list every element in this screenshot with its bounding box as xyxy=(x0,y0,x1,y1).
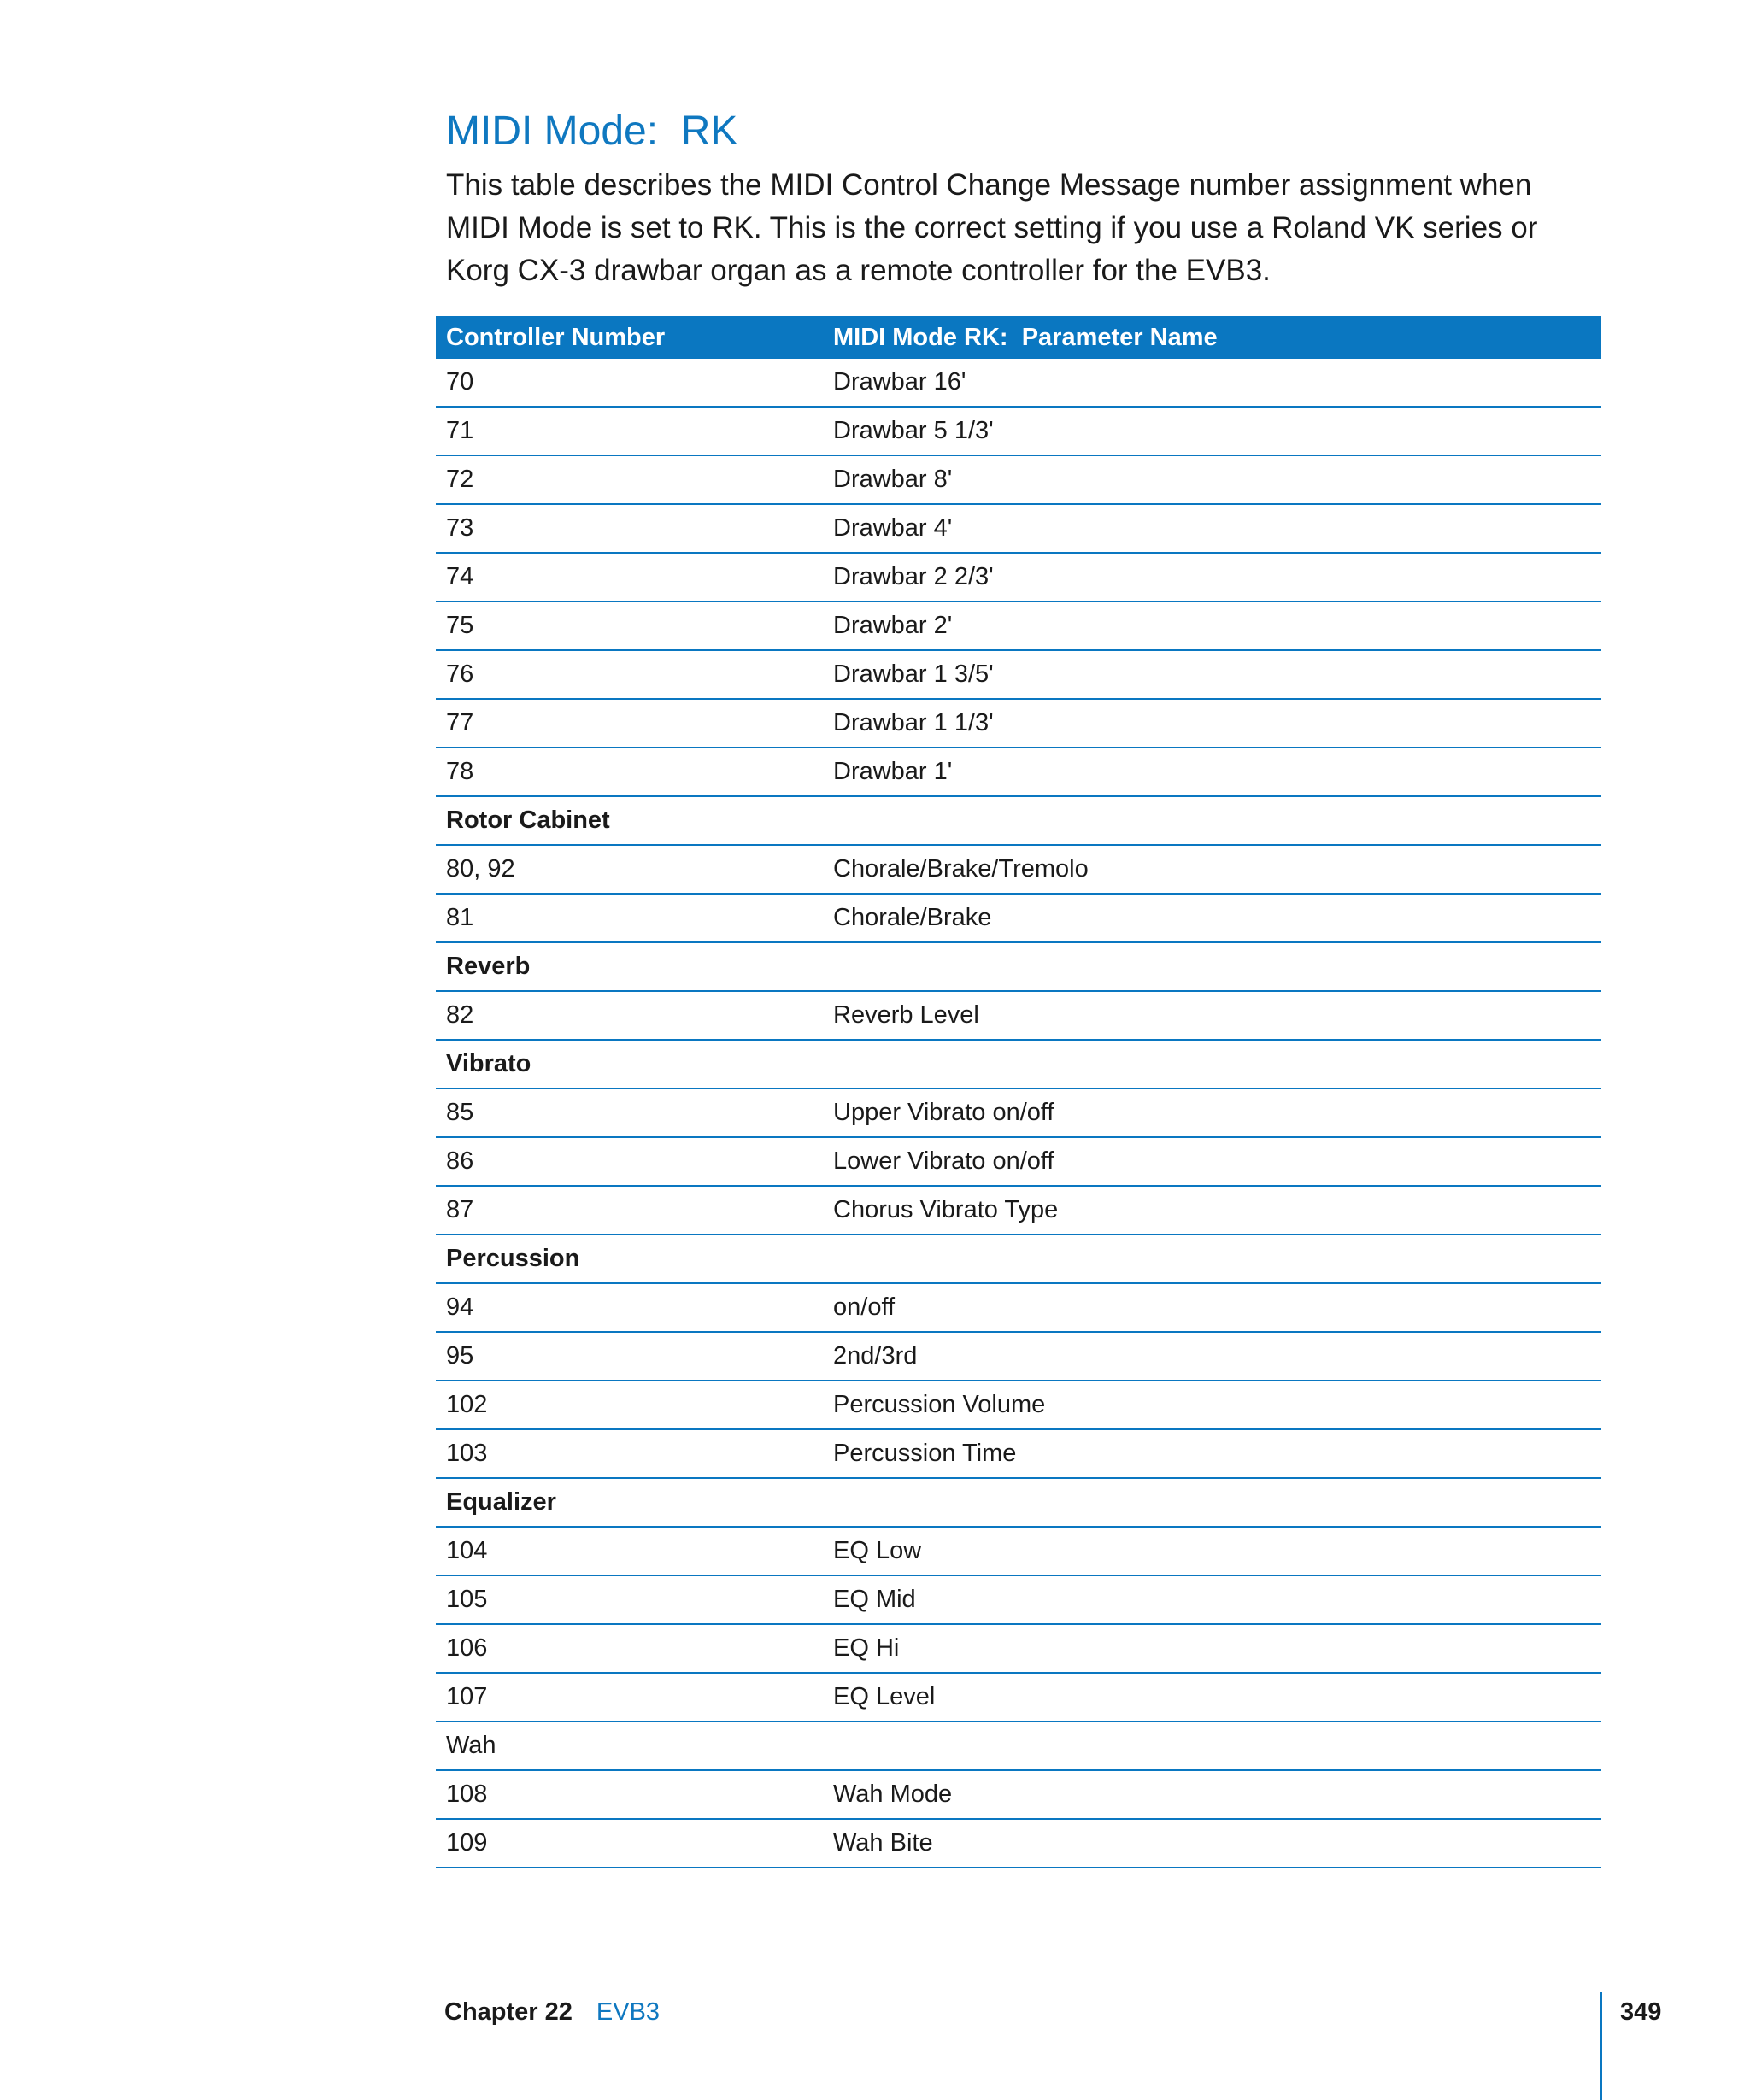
parameter-name-cell: 2nd/3rd xyxy=(823,1332,1601,1381)
controller-number-cell: 82 xyxy=(436,991,823,1040)
parameter-name-cell: Drawbar 2' xyxy=(823,601,1601,650)
table-row xyxy=(436,1186,1601,1235)
table-row xyxy=(436,1575,1601,1624)
table-section-row xyxy=(436,942,1601,991)
controller-number-cell: 105 xyxy=(436,1575,823,1624)
controller-number-cell: 87 xyxy=(436,1186,823,1235)
table-row xyxy=(436,991,1601,1040)
parameter-name-cell: Upper Vibrato on/off xyxy=(823,1088,1601,1137)
controller-number-cell: 80, 92 xyxy=(436,845,823,894)
controller-number-cell: 107 xyxy=(436,1673,823,1722)
table-row xyxy=(436,553,1601,601)
parameter-name-cell: Chorale/Brake/Tremolo xyxy=(823,845,1601,894)
parameter-name-cell: EQ Low xyxy=(823,1527,1601,1575)
parameter-name-cell: Drawbar 1 1/3' xyxy=(823,699,1601,748)
parameter-name-cell: Drawbar 4' xyxy=(823,504,1601,553)
page-footer xyxy=(444,1995,660,2029)
controller-number-cell: 74 xyxy=(436,553,823,601)
table-section-row xyxy=(436,1235,1601,1283)
table-row xyxy=(436,455,1601,504)
controller-number-cell: 85 xyxy=(436,1088,823,1137)
table-section-row xyxy=(436,1040,1601,1088)
section-empty-cell xyxy=(823,1235,1601,1283)
controller-number-cell: 108 xyxy=(436,1770,823,1819)
controller-number-cell: 102 xyxy=(436,1381,823,1429)
table-row xyxy=(436,1137,1601,1186)
controller-number-cell: 103 xyxy=(436,1429,823,1478)
page-title: MIDI Mode: RK xyxy=(446,109,738,154)
controller-number-cell: 71 xyxy=(436,407,823,455)
controller-number-cell: 109 xyxy=(436,1819,823,1868)
midi-assignment-table xyxy=(436,316,1601,1868)
table-row xyxy=(436,1819,1601,1868)
parameter-name-cell: Drawbar 2 2/3' xyxy=(823,553,1601,601)
section-label: Equalizer xyxy=(436,1478,823,1527)
controller-number-cell: 78 xyxy=(436,748,823,796)
controller-number-cell: 73 xyxy=(436,504,823,553)
table-body xyxy=(436,359,1601,1868)
parameter-name-cell: EQ Level xyxy=(823,1673,1601,1722)
section-empty-cell xyxy=(823,1722,1601,1770)
parameter-name-cell: Wah Mode xyxy=(823,1770,1601,1819)
parameter-name-cell: Drawbar 16' xyxy=(823,359,1601,407)
parameter-name-cell: Reverb Level xyxy=(823,991,1601,1040)
intro-paragraph: This table describes the MIDI Control Change Message number assignment when MIDI Mode is set to RK. This is the correct setting if you use a Roland VK series or Korg CX-3 drawbar organ as a remote controller for the EVB3. xyxy=(446,168,1538,287)
table-section-row xyxy=(436,1478,1601,1527)
parameter-name-cell: Chorale/Brake xyxy=(823,894,1601,942)
controller-number-cell: 106 xyxy=(436,1624,823,1673)
page-number: 349 xyxy=(1620,1998,1662,2026)
table-row xyxy=(436,407,1601,455)
header-controller-number: Controller Number xyxy=(446,323,666,351)
table-row xyxy=(436,650,1601,699)
parameter-name-cell: Drawbar 1' xyxy=(823,748,1601,796)
table-section-row xyxy=(436,796,1601,845)
controller-number-cell: 94 xyxy=(436,1283,823,1332)
section-empty-cell xyxy=(823,1478,1601,1527)
table-row xyxy=(436,359,1601,407)
parameter-name-cell: Lower Vibrato on/off xyxy=(823,1137,1601,1186)
controller-number-cell: 81 xyxy=(436,894,823,942)
table-header-row xyxy=(436,316,1601,359)
footer-divider xyxy=(1600,1992,1602,2100)
table-row xyxy=(436,1673,1601,1722)
controller-number-cell: 77 xyxy=(436,699,823,748)
parameter-name-cell: Drawbar 8' xyxy=(823,455,1601,504)
table-row xyxy=(436,894,1601,942)
table-row xyxy=(436,504,1601,553)
controller-number-cell: 86 xyxy=(436,1137,823,1186)
parameter-name-cell: Wah Bite xyxy=(823,1819,1601,1868)
section-label: Reverb xyxy=(436,942,823,991)
section-empty-cell xyxy=(823,796,1601,845)
section-label: Rotor Cabinet xyxy=(436,796,823,845)
parameter-name-cell: Drawbar 1 3/5' xyxy=(823,650,1601,699)
table-row xyxy=(436,601,1601,650)
controller-number-cell: 76 xyxy=(436,650,823,699)
section-empty-cell xyxy=(823,1040,1601,1088)
section-label: Vibrato xyxy=(436,1040,823,1088)
parameter-name-cell: Percussion Volume xyxy=(823,1381,1601,1429)
content-area xyxy=(446,103,1601,292)
parameter-name-cell: EQ Hi xyxy=(823,1624,1601,1673)
footer-chapter-name: EVB3 xyxy=(596,1998,661,2026)
header-parameter-name: MIDI Mode RK: Parameter Name xyxy=(833,323,1218,351)
table-row xyxy=(436,845,1601,894)
section-empty-cell xyxy=(823,942,1601,991)
controller-number-cell: 95 xyxy=(436,1332,823,1381)
parameter-name-cell: Drawbar 5 1/3' xyxy=(823,407,1601,455)
parameter-name-cell: Chorus Vibrato Type xyxy=(823,1186,1601,1235)
controller-number-cell: 70 xyxy=(436,359,823,407)
parameter-name-cell: Percussion Time xyxy=(823,1429,1601,1478)
table-row xyxy=(436,1429,1601,1478)
controller-number-cell: 104 xyxy=(436,1527,823,1575)
table-header xyxy=(436,316,1601,359)
table-section-row xyxy=(436,1722,1601,1770)
controller-number-cell: 72 xyxy=(436,455,823,504)
table-row xyxy=(436,1381,1601,1429)
section-label: Percussion xyxy=(436,1235,823,1283)
section-label: Wah xyxy=(436,1722,823,1770)
table-row xyxy=(436,748,1601,796)
parameter-name-cell: on/off xyxy=(823,1283,1601,1332)
table-row xyxy=(436,1088,1601,1137)
table-row xyxy=(436,1527,1601,1575)
footer-chapter: Chapter 22 xyxy=(444,1998,573,2026)
table-row xyxy=(436,1624,1601,1673)
table-row xyxy=(436,1770,1601,1819)
table-row xyxy=(436,699,1601,748)
parameter-name-cell: EQ Mid xyxy=(823,1575,1601,1624)
table-row xyxy=(436,1332,1601,1381)
controller-number-cell: 75 xyxy=(436,601,823,650)
table-row xyxy=(436,1283,1601,1332)
